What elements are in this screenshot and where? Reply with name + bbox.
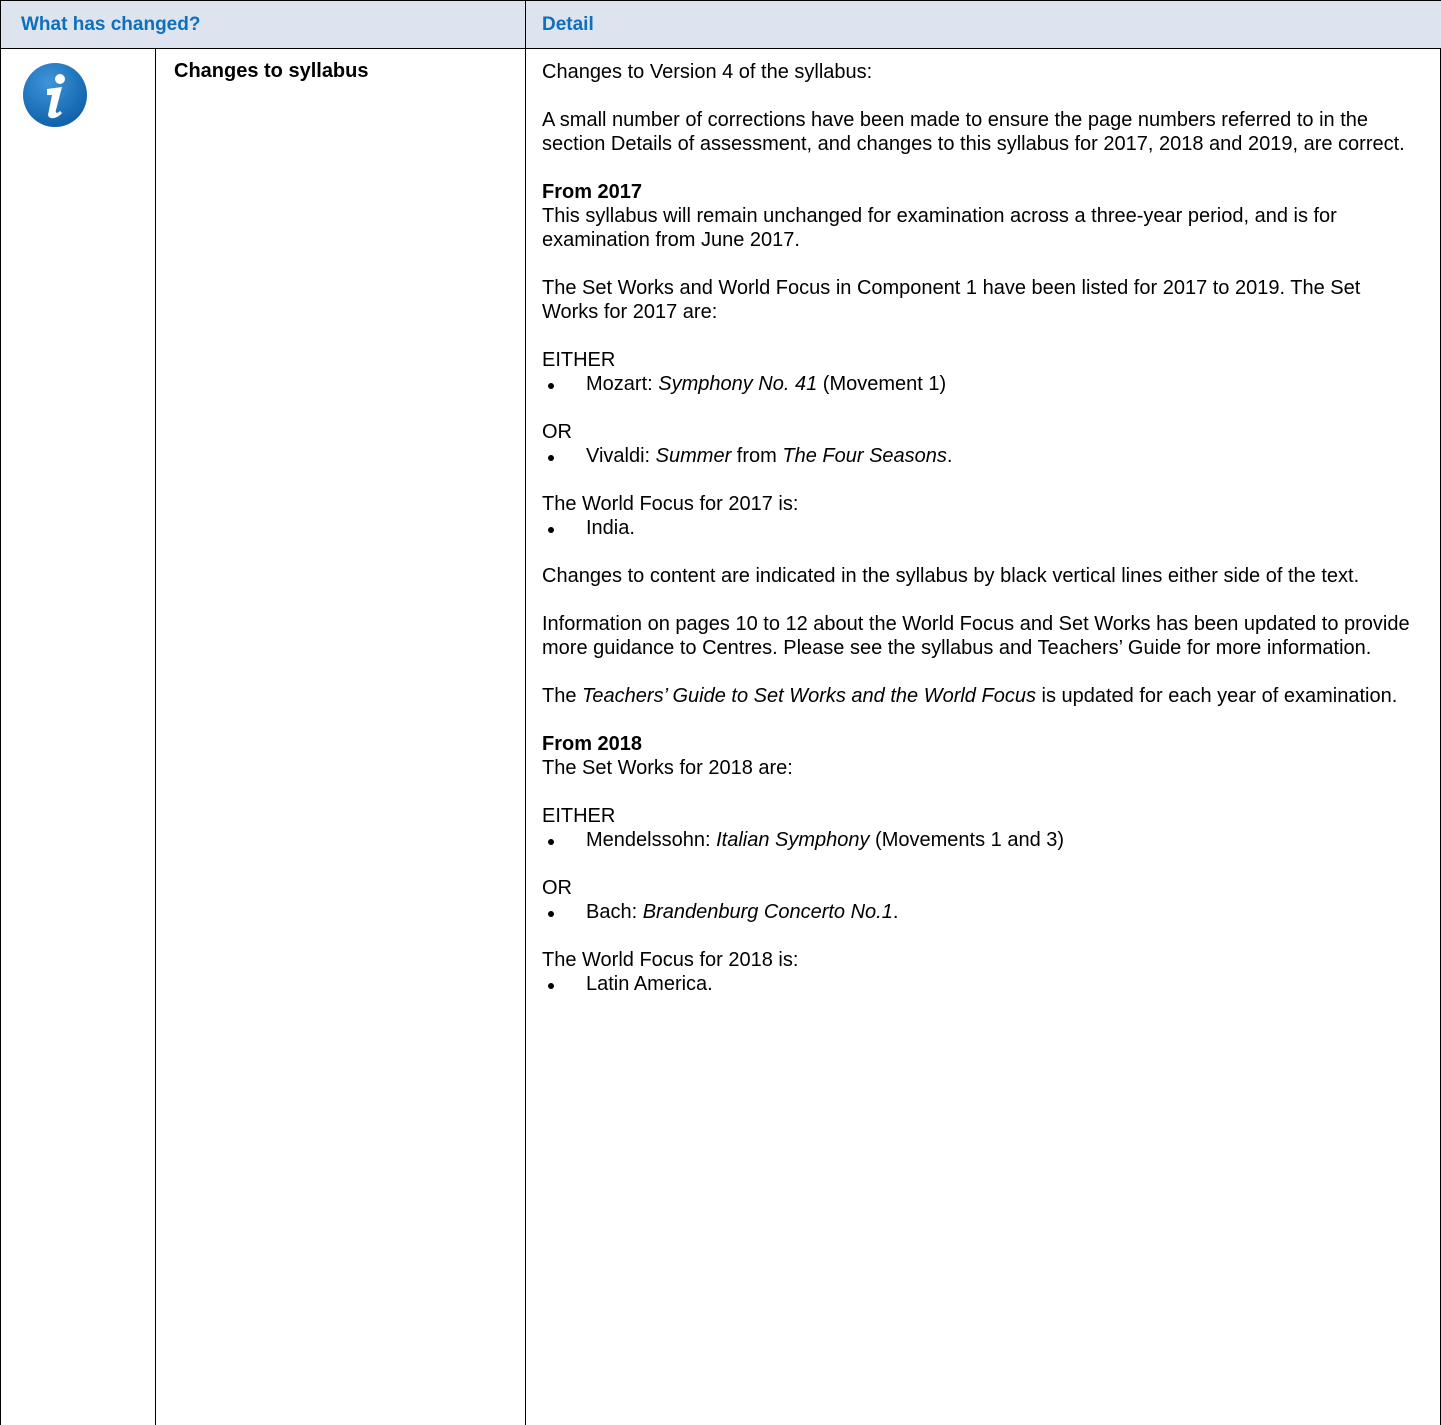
or-2018: OR [542,877,572,899]
detail-info-pages: Information on pages 10 to 12 about the World Focus and Set Works has been updated to provide more guidance to Centres. Please see the syllabus and Teachers’ Guide for more information. [542,613,1410,659]
or-2017: OR [542,421,572,443]
detail-intro: Changes to Version 4 of the syllabus: [542,61,873,83]
header-cell-what-has-changed [0,0,525,49]
list-item: India. [542,516,1422,540]
list-item: Bach: Brandenburg Concerto No.1. [542,900,1422,924]
world-focus-2018-intro: The World Focus for 2018 is: [542,949,799,971]
list-item: Latin America. [542,972,1422,996]
detail-2018-set-works-intro: The Set Works for 2018 are: [542,757,793,779]
detail-2017-set-works-intro: The Set Works and World Focus in Component 1 have been listed for 2017 to 2019. The Set Works for 2017 are: [542,277,1361,323]
list-2018-work1 [542,828,1422,852]
header-what-has-changed: What has changed? [21,14,201,35]
either-2017: EITHER [542,349,616,371]
table-divider-detail-column [525,48,526,1425]
detail-corrections: A small number of corrections have been made to ensure the page numbers referred to in the section Details of assessment, and changes to this syllabus for 2017, 2018 and 2019, are correct. [542,109,1405,155]
detail-teachers-guide: The Teachers’ Guide to Set Works and the World Focus is updated for each year of examination. [542,685,1398,707]
header-detail: Detail [542,14,594,35]
list-2017-work1 [542,372,1422,396]
detail-2017-unchanged: This syllabus will remain unchanged for examination across a three-year period, and is for examination from June 2017. [542,205,1337,251]
list-2018-work2 [542,900,1422,924]
either-2018: EITHER [542,805,616,827]
list-2017-world-focus [542,516,1422,540]
info-icon [22,62,88,128]
header-cell-detail [525,0,1441,49]
world-focus-2017-intro: The World Focus for 2017 is: [542,493,799,515]
list-item: Mendelssohn: Italian Symphony (Movements 1 and 3) [542,828,1422,852]
table-border-left [0,48,1,1425]
list-item: Vivaldi: Summer from The Four Seasons. [542,444,1422,468]
heading-from-2018: From 2018 [542,733,643,755]
table-divider-icon-column [155,48,156,1425]
detail-content-changes: Changes to content are indicated in the syllabus by black vertical lines either side of the text. [542,565,1360,587]
list-2018-world-focus [542,972,1422,996]
heading-from-2017: From 2017 [542,181,643,203]
detail-content [542,60,1422,1020]
list-item: Mozart: Symphony No. 41 (Movement 1) [542,372,1422,396]
topic-changes-to-syllabus: Changes to syllabus [174,60,369,82]
list-2017-work2 [542,444,1422,468]
